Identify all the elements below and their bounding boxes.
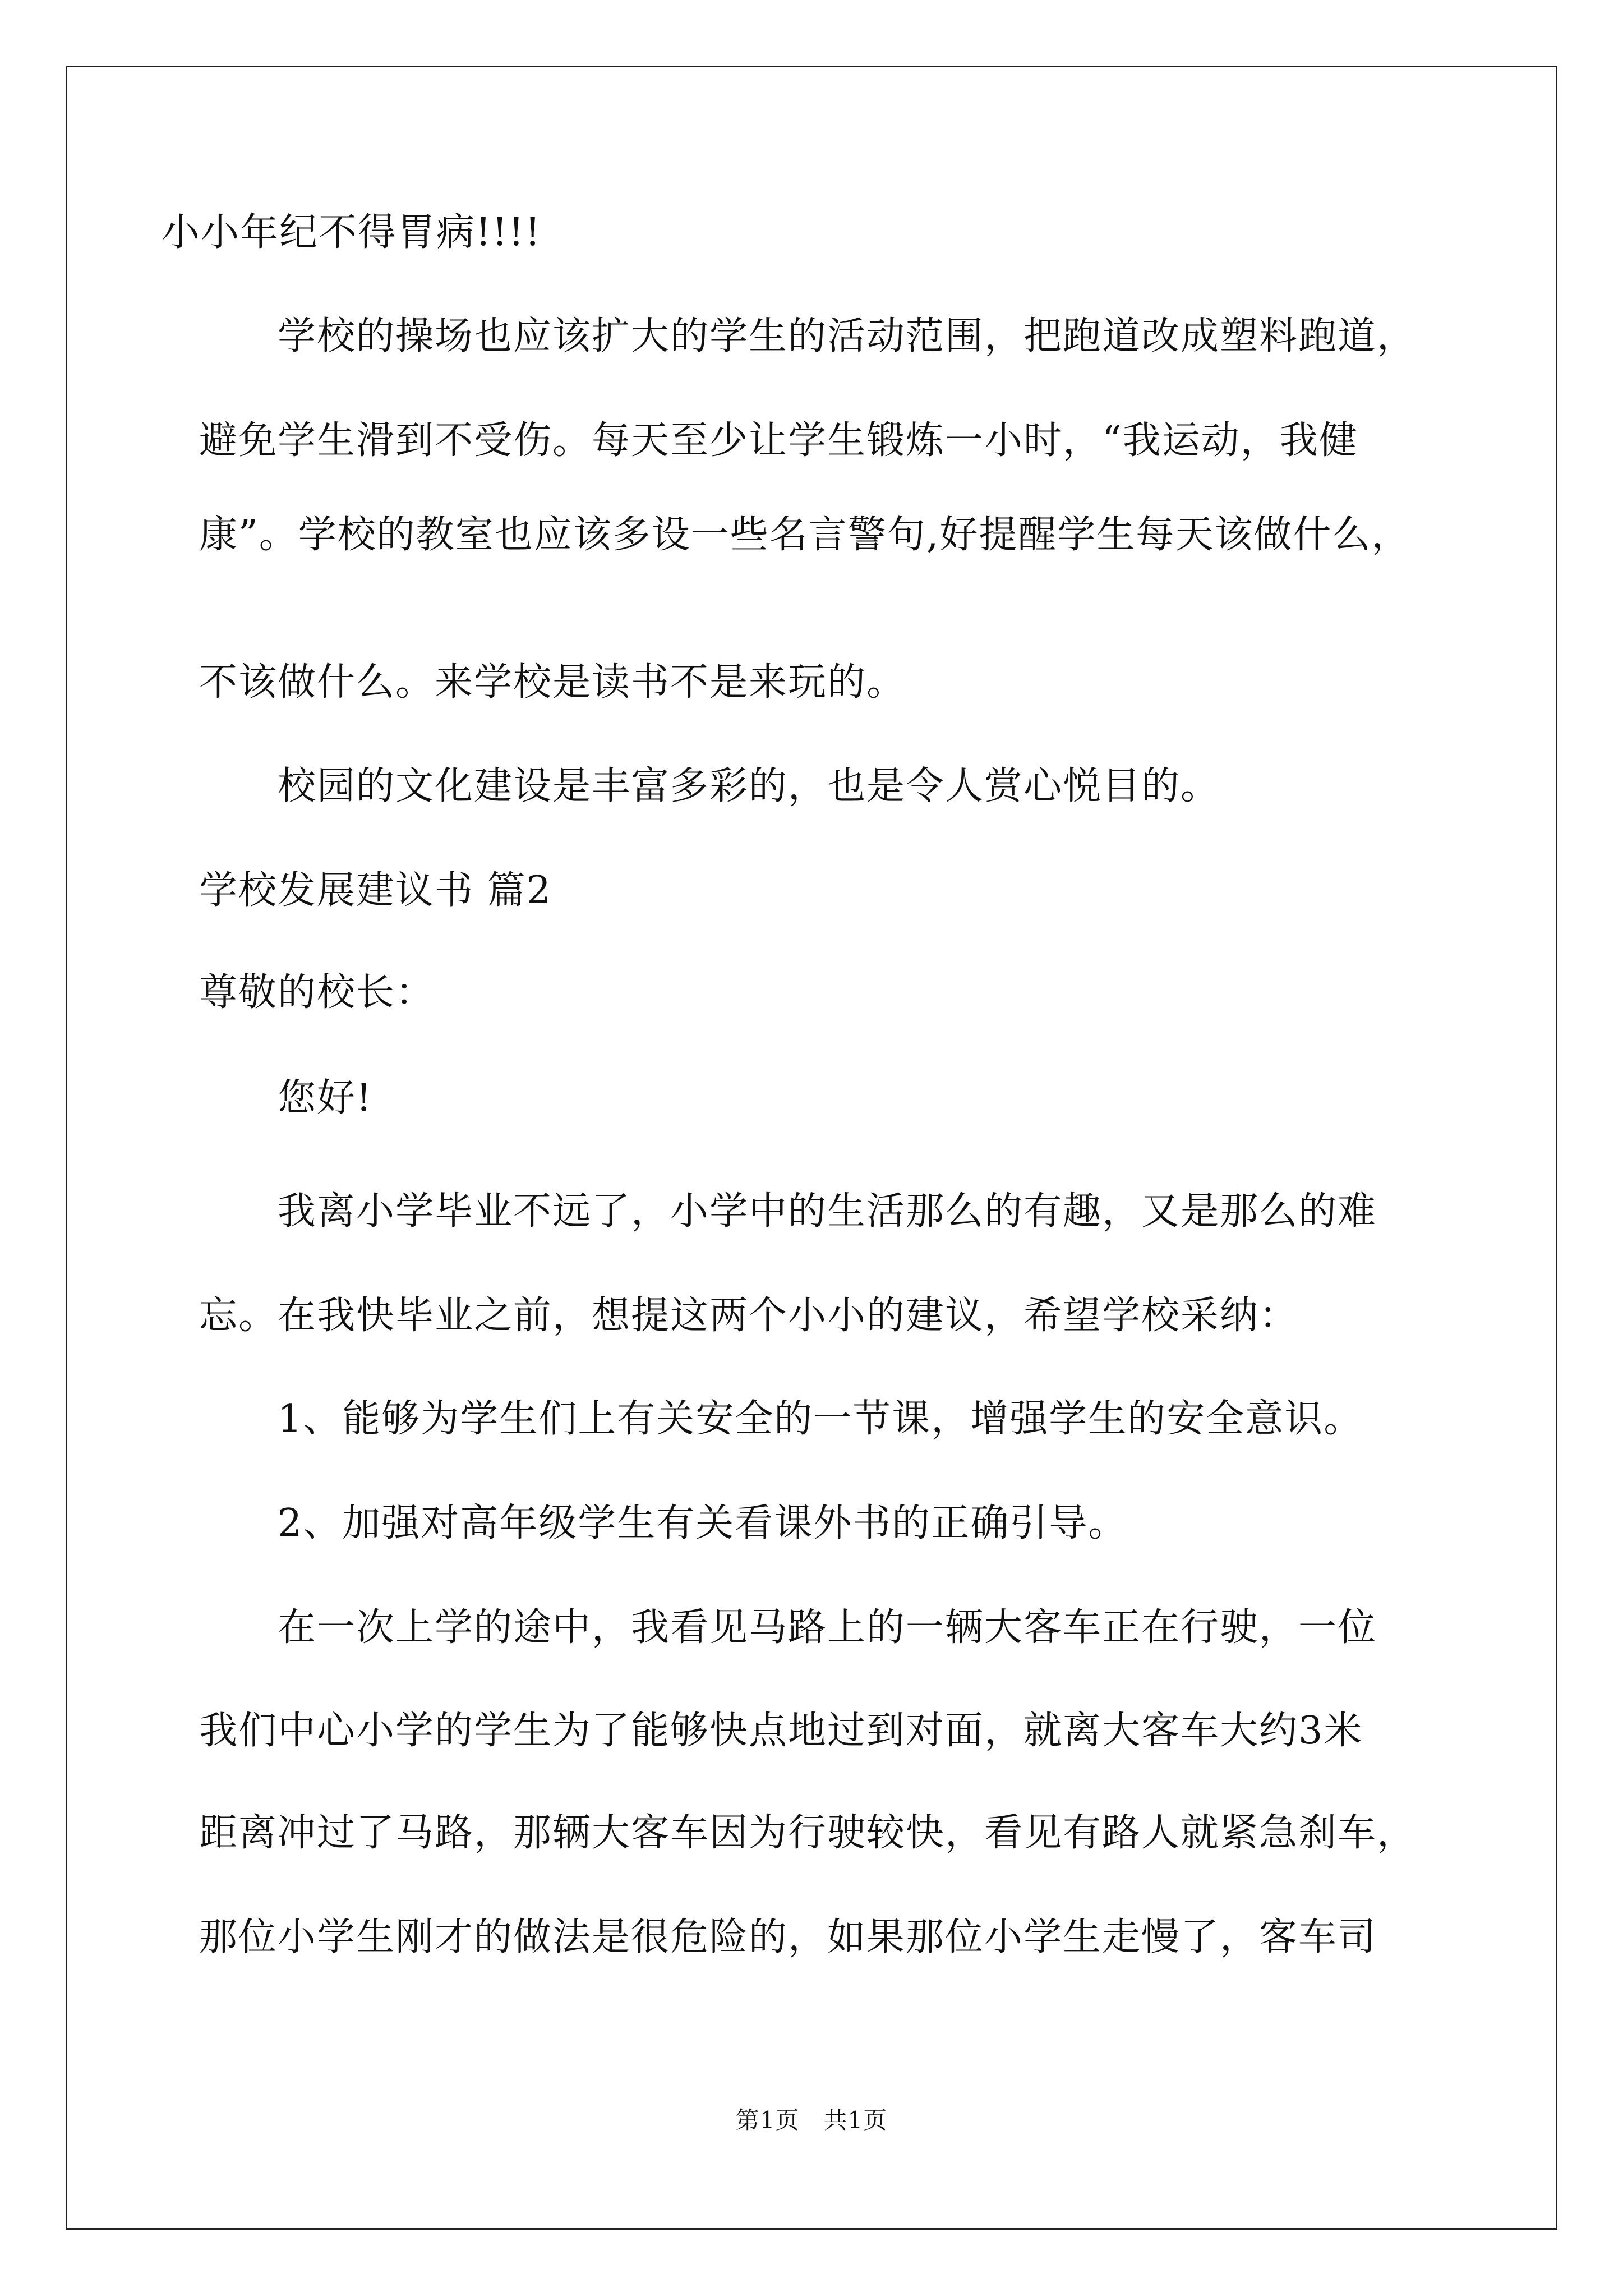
text-line-continuation: 小小年纪不得胃病!!!! (162, 210, 542, 255)
paragraph-line: 我们中心小学的学生为了能够快点地过到对面，就离大客车大约3米 (199, 1709, 1363, 1753)
paragraph-line: 那位小学生刚才的做法是很危险的，如果那位小学生走慢了，客车司 (199, 1915, 1377, 1959)
salutation: 尊敬的校长： (199, 970, 435, 1015)
paragraph-line: 避免学生滑到不受伤。每天至少让学生锻炼一小时，“我运动，我健 (199, 418, 1358, 463)
paragraph-line: 学校的操场也应该扩大的学生的活动范围，把跑道改成塑料跑道， (278, 314, 1417, 358)
page-number-footer: 第1页 共1页 (735, 2106, 888, 2134)
paragraph-line: 距离冲过了马路，那辆大客车因为行驶较快，看见有路人就紧急刹车， (199, 1811, 1417, 1855)
paragraph-line: 校园的文化建设是丰富多彩的，也是令人赏心悦目的。 (278, 764, 1220, 808)
paragraph-line: 我离小学毕业不远了，小学中的生活那么的有趣，又是那么的难 (278, 1189, 1377, 1234)
paragraph-line: 康”。学校的教室也应该多设一些名言警句,好提醒学生每天该做什么， (199, 513, 1411, 557)
page-border (66, 66, 1557, 2230)
paragraph-line: 忘。在我快毕业之前，想提这两个小小的建议，希望学校采纳： (199, 1294, 1299, 1338)
section-heading: 学校发展建议书 篇2 (199, 868, 552, 913)
paragraph-line: 不该做什么。来学校是读书不是来玩的。 (199, 660, 906, 705)
list-item: 2、加强对高年级学生有关看课外书的正确引导。 (278, 1501, 1128, 1545)
list-item: 1、能够为学生们上有关安全的一节课，增强学生的安全意识。 (278, 1397, 1363, 1441)
paragraph-line: 在一次上学的途中，我看见马路上的一辆大客车正在行驶，一位 (278, 1605, 1377, 1650)
greeting: 您好! (278, 1076, 373, 1120)
